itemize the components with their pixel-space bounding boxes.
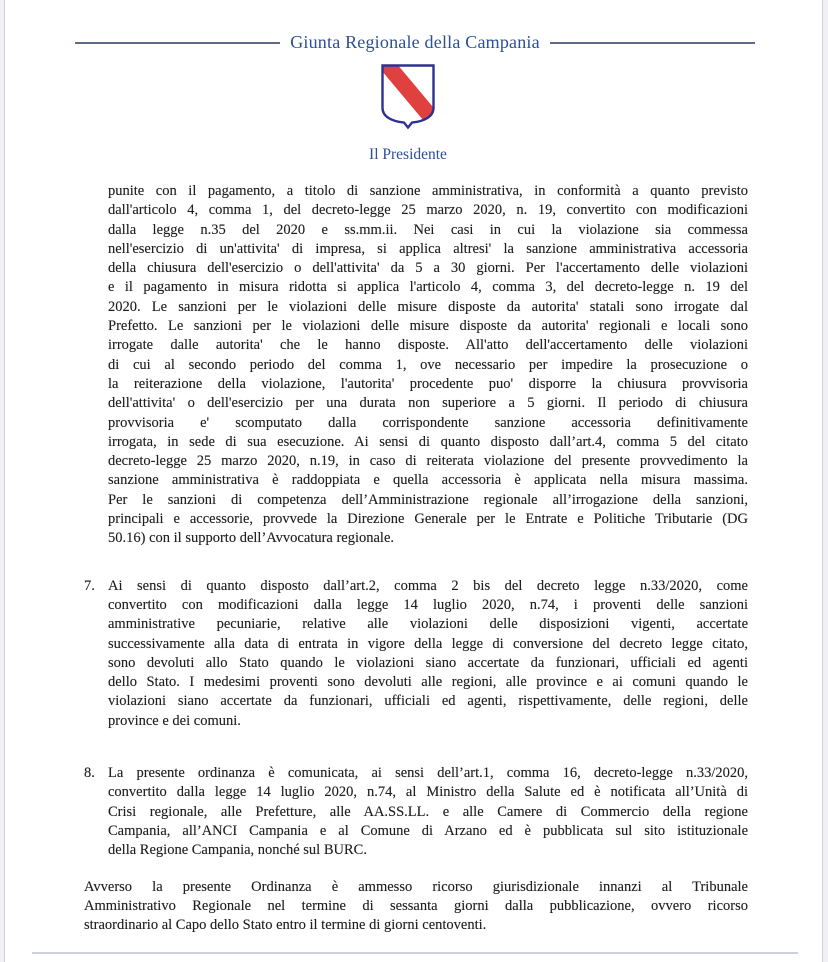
ordinance-item-7 (84, 577, 748, 731)
text-line: della Regione Campania, nonché sul BURC. (108, 842, 367, 859)
item-number: 8. (84, 765, 95, 782)
closing-paragraph (84, 878, 748, 936)
text-line: straordinario al Capo dello Stato entro il termine di giorni centoventi. (84, 917, 487, 934)
text-line: violazioni siano accertate da funzionari, ufficiali ed agenti, rispettivamente, delle regioni, delle (108, 693, 748, 710)
text-line: dall'articolo 4, comma 1, del decreto-legge 25 marzo 2020, n. 19, convertito con modificazioni (108, 202, 748, 219)
text-line: successivamente alla data di entrata in vigore della legge di conversione del decreto legge citato, (108, 635, 748, 652)
text-line: della chiusura dell'esercizio o dell'attivita' da 5 a 30 giorni. Per l'accertamento delle violazioni (108, 260, 748, 277)
text-line: Avverso la presente Ordinanza è ammesso ricorso giurisdizionale innanzi al Tribunale (84, 878, 748, 895)
paragraph-text (84, 878, 748, 936)
text-line: punite con il pagamento, a titolo di sanzione amministrativa, in conformità a quanto previsto (108, 183, 748, 199)
text-line: Campania, all’ANCI Campania e al Comune di Arzano ed è pubblicata sul sito istituzionale (108, 822, 748, 839)
paragraph-text (108, 182, 748, 549)
text-line: Per le sanzioni di competenza dell’Amministrazione regionale all’irrogazione della sanzioni, (108, 491, 748, 508)
text-line: decreto-legge 25 marzo 2020, n.19, in caso di reiterata violazione del presente provvedimento la (108, 453, 748, 470)
text-line: sono devoluti allo Stato quando le violazioni siano accertate da funzionari, ufficiali ed agenti (108, 654, 748, 671)
text-line: province e dei comuni. (108, 712, 241, 729)
continuation-paragraph (84, 182, 748, 549)
text-line: Crisi regionale, alle Prefetture, alle AA.SS.LL. e alle Camere di Commercio della regione (108, 803, 748, 820)
org-title: Giunta Regionale della Campania (290, 32, 540, 52)
text-line: La presente ordinanza è comunicata, ai sensi dell’art.1, comma 16, decreto-legge n.33/2020, (108, 765, 748, 782)
text-line: convertito dalla legge 14 luglio 2020, n.74, al Ministro della Salute ed è notificata all’Unità di (108, 784, 748, 801)
paragraph-text (108, 577, 748, 731)
page-edge-left (0, 0, 5, 962)
text-line: convertito con modificazioni dalla legge 14 luglio 2020, n.74, i proventi delle sanzioni (108, 596, 748, 613)
text-line: provvisoria e' scomputato dalla corrispondente sanzione accessoria definitivamente (108, 414, 748, 431)
text-line: dalla legge n.35 del 2020 e ss.mm.ii. Nei casi in cui la violazione sia commessa (108, 221, 748, 238)
header-rule-left (75, 42, 280, 44)
text-line: irrogate dalle autorita' che le hanno disposte. All'atto dell'accertamento delle violazioni (108, 337, 748, 354)
text-line: nell'esercizio di un'attivita' di impresa, si applica altresi' la sanzione amministrativa accessoria (108, 240, 748, 257)
text-line: 50.16) con il supporto dell’Avvocatura regionale. (108, 530, 395, 547)
paragraph-text (108, 764, 748, 860)
page-edge-bottom (32, 952, 798, 954)
text-line: Amministrativo Regionale nel termine di sessanta giorni dalla pubblicazione, ovvero ricorso (84, 897, 748, 914)
text-line: 2020. Le sanzioni per le violazioni delle misure disposte da autorita' statali sono irrogate dal (108, 298, 748, 315)
text-line: principali e accessorie, provvede la Direzione Generale per le Entrate e Politiche Tributarie (DG (108, 511, 748, 528)
text-line: e il pagamento in misura ridotta si applica l'articolo 4, comma 3, del decreto-legge n. 19 del (108, 279, 748, 296)
page-edge-right (822, 0, 828, 962)
ordinance-item-8 (84, 764, 748, 860)
text-line: di cui al secondo periodo del comma 1, ove necessario per impedire la prosecuzione o (108, 356, 748, 373)
office-subtitle: Il Presidente (369, 146, 447, 163)
text-line: dello Stato. I medesimi proventi sono devoluti alle regioni, alle province e ai comuni quando le (108, 674, 748, 691)
item-number: 7. (84, 577, 95, 594)
text-line: Ai sensi di quanto disposto dall’art.2, comma 2 bis del decreto legge n.33/2020, come (108, 577, 748, 594)
text-line: Prefetto. Le sanzioni per le violazioni delle misure disposte da autorita' regionali e locali sono (108, 318, 748, 335)
text-line: sanzione amministrativa è raddoppiata e quella accessoria è applicata nella misura massima. (108, 472, 748, 489)
text-line: amministrative pecuniarie, relative alle violazioni delle disposizioni vigenti, accertate (108, 616, 748, 633)
header-rule-right (550, 42, 755, 44)
campania-coat-of-arms-icon (380, 63, 436, 131)
text-line: dell'attivita' o dell'esercizio per una durata non superiore a 5 giorni. Il periodo di chiusura (108, 395, 748, 412)
text-line: la reiterazione della violazione, l'autorita' procedente puo' disporre la chiusura provvisoria (108, 375, 748, 392)
text-line: irrogata, in sede di sua esecuzione. Ai sensi di quanto disposto dall’art.4, comma 5 del citato (108, 433, 748, 450)
letterhead (75, 32, 755, 53)
document-body (84, 182, 748, 935)
